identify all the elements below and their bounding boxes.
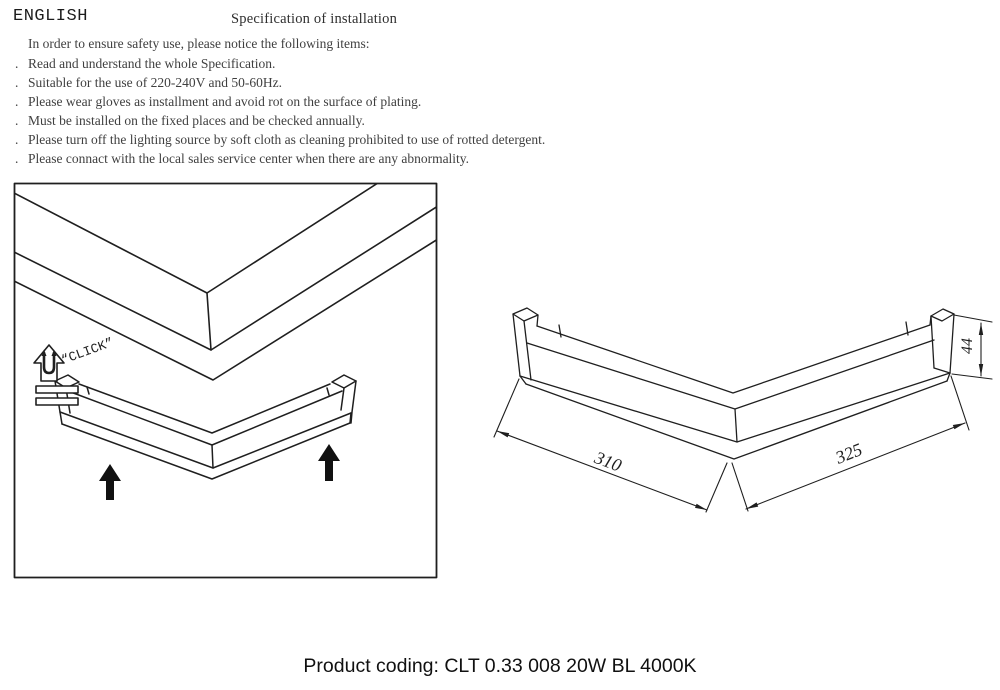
dim-325 [732, 376, 969, 511]
dim-arrowhead [953, 423, 965, 429]
bullet-glyph: . [15, 151, 19, 166]
extension-line [952, 374, 992, 379]
dim-310-value: 310 [591, 447, 625, 476]
list-item-text: Please connact with the local sales service center when there are any abnormality. [28, 151, 470, 166]
corner-luminaire-dimension-drawing [513, 308, 954, 459]
dim-arrowhead [979, 323, 983, 335]
dim-arrowhead [695, 504, 707, 510]
dim-325-value: 325 [832, 439, 866, 468]
dimension-line [497, 431, 707, 510]
language-label: ENGLISH [13, 7, 88, 26]
installation-diagram [14, 181, 438, 578]
bullet-glyph: . [15, 94, 19, 109]
push-arrow-left [99, 464, 121, 500]
block-arrow-up-icon [34, 345, 64, 381]
dimension-line [746, 423, 965, 509]
extension-line [732, 463, 748, 511]
product-coding: Product coding: CLT 0.33 008 20W BL 4000K [303, 655, 697, 677]
bullet-glyph: . [15, 56, 19, 71]
extension-line [494, 379, 519, 437]
extension-line [706, 463, 727, 512]
dim-44 [952, 315, 992, 379]
mount-plate-icon [36, 398, 78, 405]
bullet-glyph: . [15, 113, 19, 128]
list-item-text: Suitable for the use of 220-240V and 50-60Hz. [28, 75, 282, 90]
extension-line [951, 376, 969, 430]
page-title: Specification of installation [231, 11, 398, 27]
dim-arrowhead [497, 431, 509, 437]
list-item-text: Please wear gloves as installment and avoid rot on the surface of plating. [28, 94, 422, 109]
bullet-glyph: . [15, 75, 19, 90]
safety-notice-intro: In order to ensure safety use, please notice the following items: [28, 36, 370, 51]
extension-line [954, 315, 992, 322]
dimension-diagram [494, 308, 992, 512]
dim-arrowhead [746, 502, 758, 509]
bullet-glyph: . [15, 132, 19, 147]
mount-plate-icon [36, 386, 78, 393]
corner-luminaire-drawing [55, 375, 356, 479]
dim-arrowhead [979, 364, 983, 376]
push-up-arrows [99, 444, 340, 500]
dim-310 [494, 379, 727, 512]
push-arrow-right [318, 444, 340, 481]
list-item-text: Please turn off the lighting source by soft cloth as cleaning prohibited to use of rotted detergent. [28, 132, 546, 147]
dim-44-value: 44 [959, 338, 976, 354]
list-item-text: Must be installed on the fixed places and be checked annually. [28, 113, 365, 128]
click-label: “CLICK” [59, 334, 116, 368]
list-item-text: Read and understand the whole Specification. [28, 56, 276, 71]
